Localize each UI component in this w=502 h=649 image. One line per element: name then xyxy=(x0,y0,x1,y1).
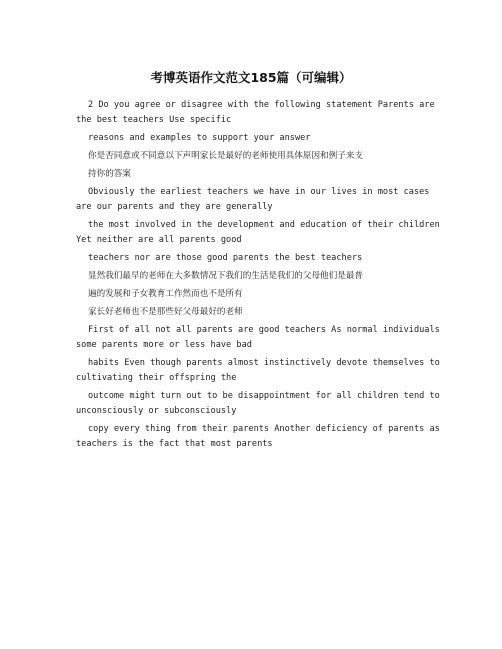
text-line: Yet neither are all parents good xyxy=(76,235,242,245)
document-body xyxy=(76,100,440,457)
text-line: habits Even though parents almost instinctively devote themselves to xyxy=(88,358,440,368)
text-line: the most involved in the development and education of their children xyxy=(88,220,440,230)
paragraph xyxy=(76,220,440,245)
text-line: First of all not all parents are good teachers As normal individuals xyxy=(88,325,440,335)
text-line: cultivating their offspring the xyxy=(76,373,237,383)
paragraph xyxy=(76,187,431,212)
paragraph xyxy=(76,271,431,281)
paragraph xyxy=(76,169,431,179)
text-line: teachers nor are those good parents the best teachers xyxy=(88,253,363,263)
text-line: teachers is the fact that most parents xyxy=(76,439,273,449)
paragraph xyxy=(76,307,431,317)
text-line: 你是否同意或不同意以下声明家长是最好的老师使用具体原因和例子来支 xyxy=(88,151,364,161)
text-line: unconsciously or subconsciously xyxy=(76,406,237,416)
text-line: are our parents and they are generally xyxy=(76,202,273,212)
text-line: 显然我们最早的老师在大多数情况下我们的生活是我们的父母他们是最普 xyxy=(88,271,364,281)
text-line: 家长好老师也不是那些好父母最好的老师 xyxy=(88,307,243,317)
text-line: 持你的答案 xyxy=(88,169,131,179)
paragraph xyxy=(76,100,435,125)
paragraph xyxy=(76,289,431,299)
text-line: 2 Do you agree or disagree with the following statement Parents are xyxy=(88,100,435,110)
paragraph xyxy=(76,253,431,263)
document-title: 考博英语作文范文185篇（可编辑） xyxy=(150,70,352,85)
paragraph xyxy=(76,133,431,143)
text-line: reasons and examples to support your answer xyxy=(88,133,311,143)
text-line: Obviously the earliest teachers we have in our lives in most cases xyxy=(88,187,430,197)
paragraph xyxy=(76,151,431,161)
text-line: some parents more or less have bad xyxy=(76,340,252,350)
text-line: outcome might turn out to be disappointment for all children tend to xyxy=(88,391,440,401)
paragraph xyxy=(76,325,440,350)
text-line: 遍的发展和子女教育工作然而也不是所有 xyxy=(88,289,243,299)
text-line: the best teachers Use specific xyxy=(76,115,232,125)
paragraph xyxy=(76,424,440,449)
paragraph xyxy=(76,358,440,383)
text-line: copy every thing from their parents Another deficiency of parents as xyxy=(88,424,440,434)
paragraph xyxy=(76,391,440,416)
